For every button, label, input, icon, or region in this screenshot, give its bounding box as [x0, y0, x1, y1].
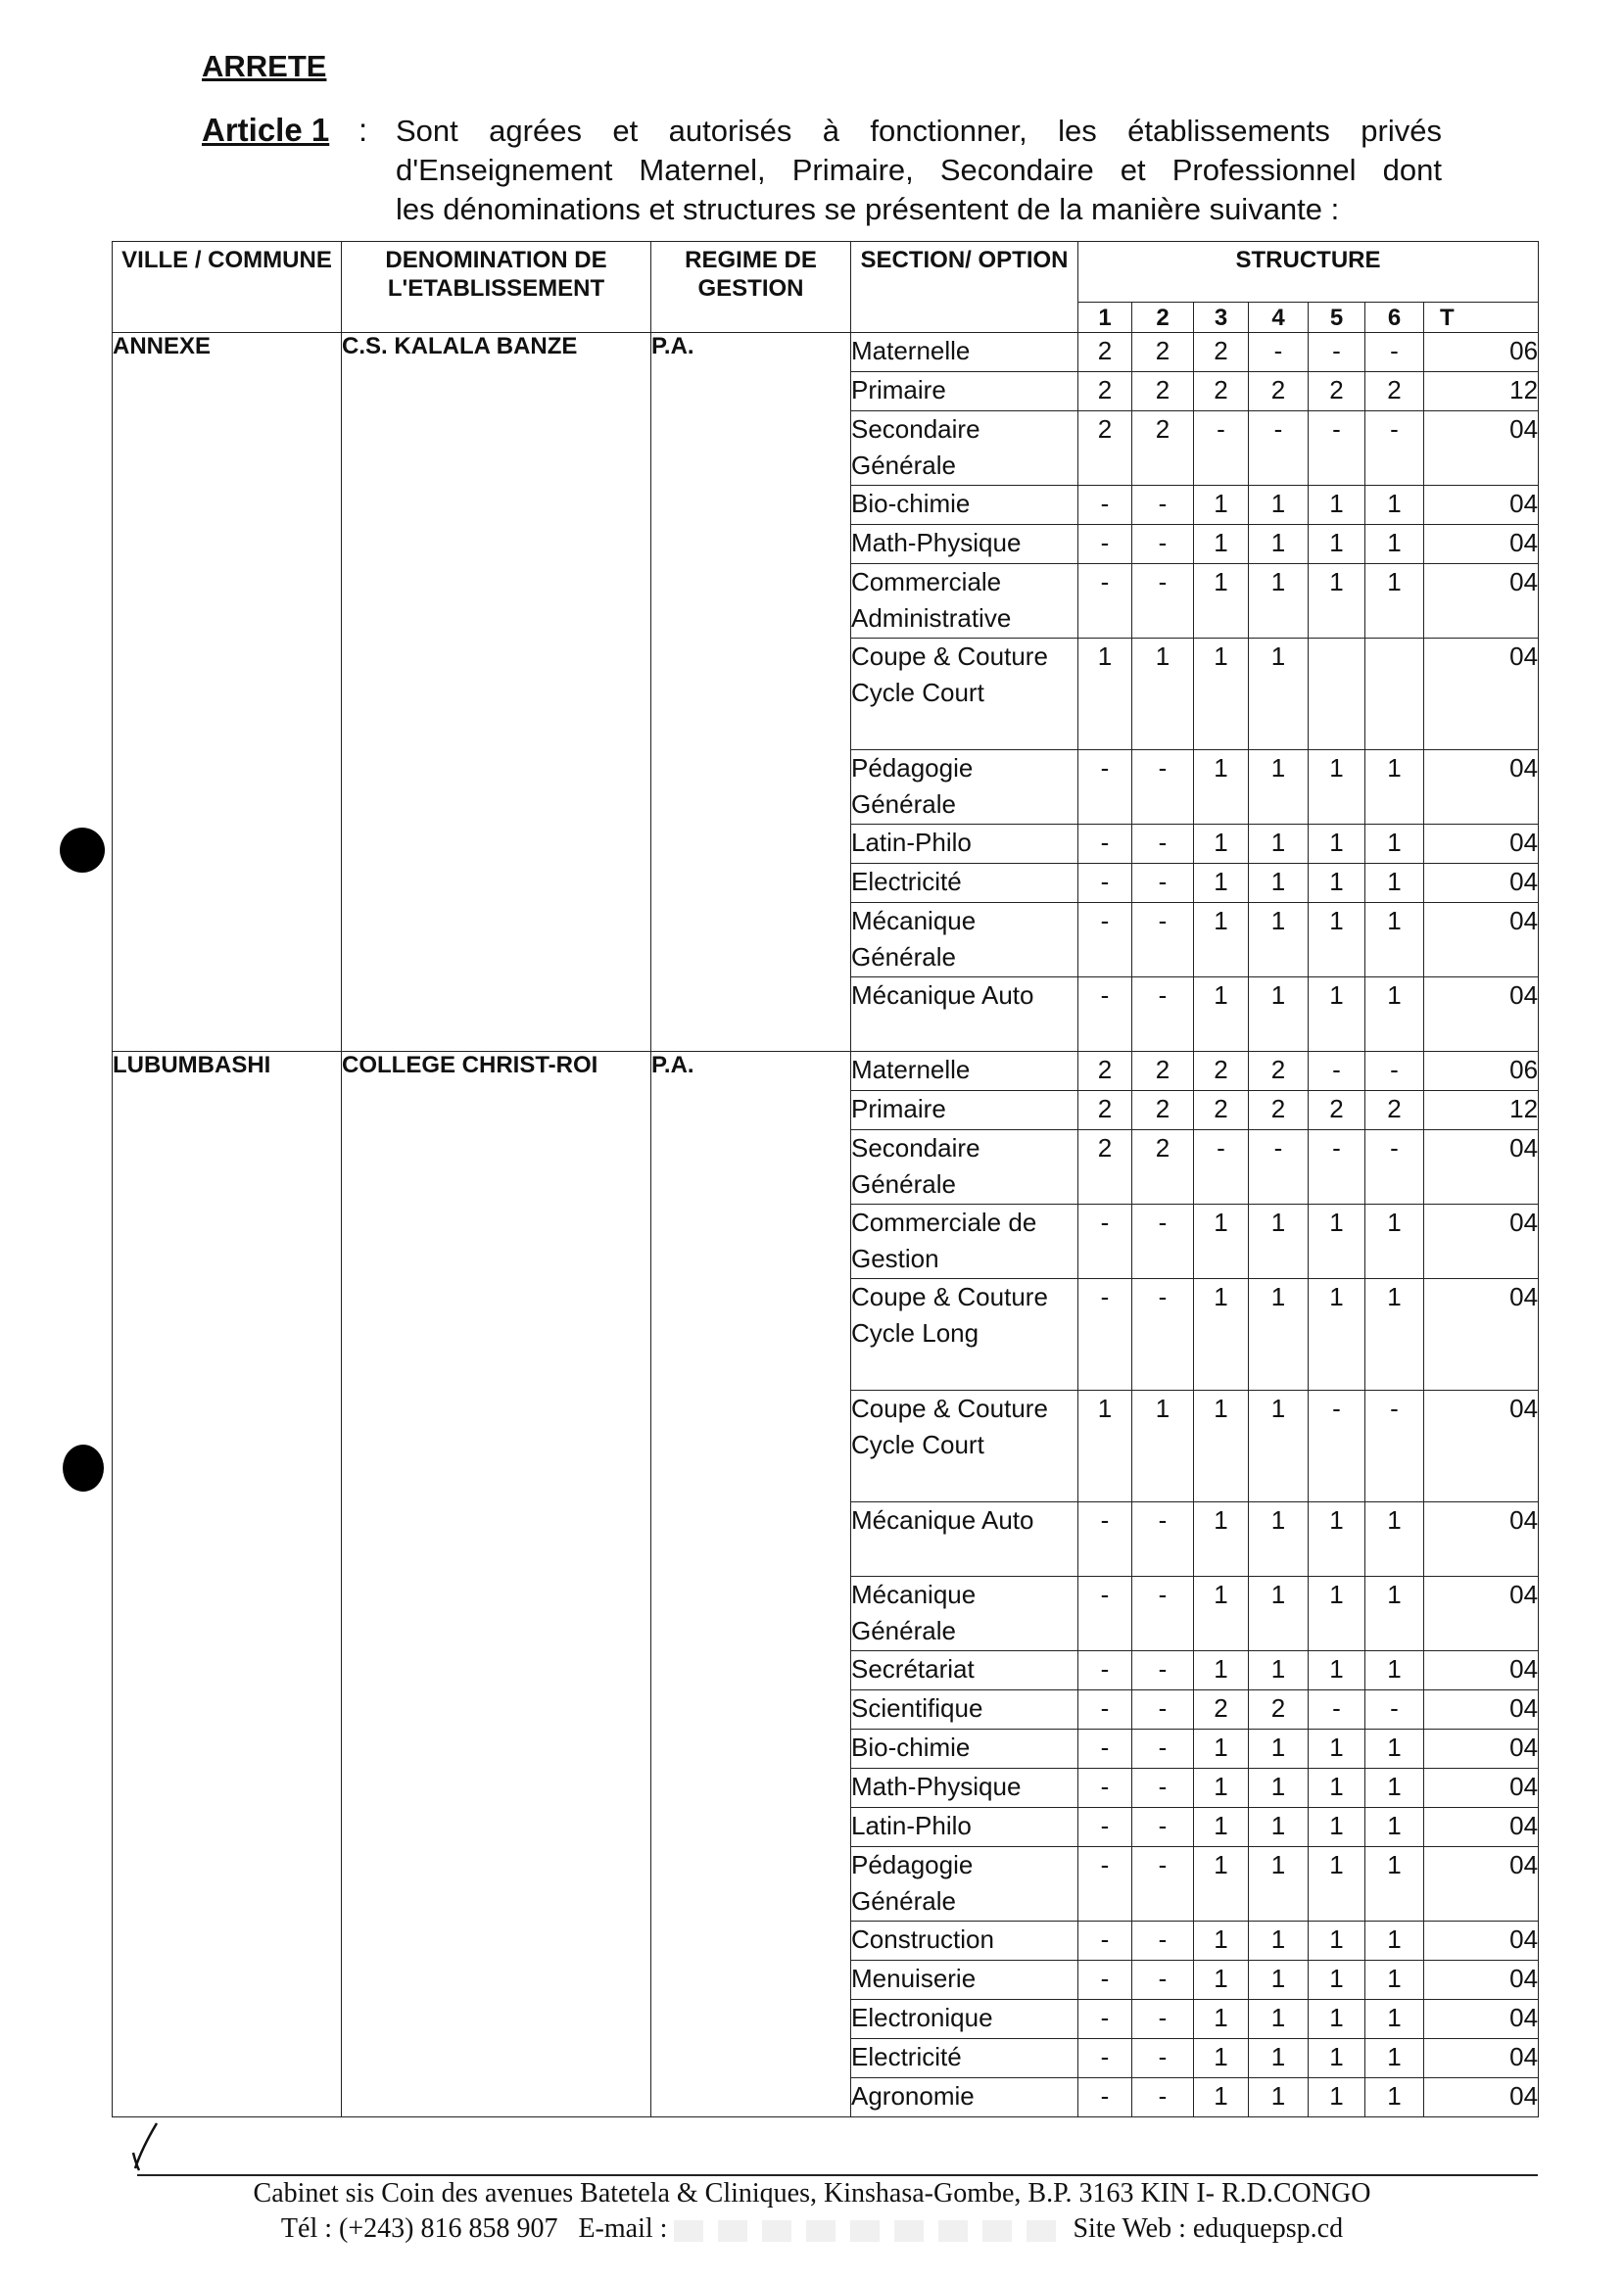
total-cell: 04: [1424, 1279, 1539, 1391]
section-cell: Bio-chimie: [851, 486, 1078, 525]
structure-cell: 1: [1194, 525, 1249, 564]
structure-cell: 1: [1365, 977, 1424, 1052]
header-section: SECTION/ OPTION: [851, 242, 1078, 333]
structure-cell: 2: [1194, 1690, 1249, 1730]
structure-cell: -: [1132, 1769, 1194, 1808]
binder-hole: [63, 1445, 104, 1492]
structure-cell: 1: [1309, 564, 1365, 639]
document-heading: ARRETE: [202, 49, 327, 83]
structure-cell: -: [1365, 1690, 1424, 1730]
structure-cell: -: [1309, 411, 1365, 486]
footer-email-label: E-mail :: [578, 2213, 668, 2244]
structure-cell: -: [1309, 1052, 1365, 1091]
header-col-total: T: [1424, 303, 1539, 333]
section-cell: Math-Physique: [851, 1769, 1078, 1808]
structure-cell: 1: [1365, 1279, 1424, 1391]
section-cell: Secrétariat: [851, 1651, 1078, 1690]
section-cell: Mécanique Générale: [851, 1577, 1078, 1651]
total-cell: 04: [1424, 1690, 1539, 1730]
structure-cell: -: [1132, 2000, 1194, 2039]
structure-cell: 1: [1194, 1279, 1249, 1391]
structure-cell: 1: [1194, 1847, 1249, 1922]
structure-cell: 1: [1365, 750, 1424, 825]
header-col-3: 3: [1194, 303, 1249, 333]
total-cell: 04: [1424, 864, 1539, 903]
structure-cell: 1: [1365, 564, 1424, 639]
structure-cell: 2: [1365, 1091, 1424, 1130]
structure-cell: 1: [1194, 750, 1249, 825]
ville-cell: ANNEXE: [113, 333, 342, 1052]
structure-cell: 1: [1194, 2078, 1249, 2117]
structure-cell: 2: [1249, 1052, 1309, 1091]
structure-cell: -: [1078, 2000, 1132, 2039]
section-cell: Electricité: [851, 2039, 1078, 2078]
total-cell: 12: [1424, 372, 1539, 411]
structure-cell: 1: [1194, 864, 1249, 903]
structure-cell: 1: [1365, 486, 1424, 525]
article-text: [396, 112, 1442, 229]
structure-cell: 1: [1194, 2000, 1249, 2039]
structure-cell: 1: [1194, 1577, 1249, 1651]
footer-rule: [137, 2174, 1538, 2176]
structure-cell: -: [1132, 977, 1194, 1052]
structure-cell: 1: [1309, 864, 1365, 903]
structure-cell: 1: [1309, 1808, 1365, 1847]
structure-cell: -: [1309, 1391, 1365, 1502]
structure-cell: 1: [1194, 1502, 1249, 1577]
structure-cell: 1: [1365, 1808, 1424, 1847]
structure-cell: 2: [1132, 372, 1194, 411]
structure-cell: 1: [1249, 564, 1309, 639]
structure-cell: 1: [1249, 1808, 1309, 1847]
structure-cell: 1: [1249, 1577, 1309, 1651]
structure-cell: 1: [1249, 2078, 1309, 2117]
structure-cell: -: [1249, 1130, 1309, 1205]
footer-address: Cabinet sis Coin des avenues Batetela & Cliniques, Kinshasa-Gombe, B.P. 3163 KIN I- R.D.CONGO: [253, 2178, 1371, 2209]
structure-cell: 1: [1194, 2039, 1249, 2078]
section-cell: Primaire: [851, 1091, 1078, 1130]
structure-cell: -: [1078, 825, 1132, 864]
structure-cell: -: [1078, 1808, 1132, 1847]
section-cell: Agronomie: [851, 2078, 1078, 2117]
section-cell: Mécanique Auto: [851, 1502, 1078, 1577]
structure-cell: -: [1132, 1651, 1194, 1690]
structure-cell: 1: [1309, 1769, 1365, 1808]
section-cell: Secondaire Générale: [851, 411, 1078, 486]
structure-cell: -: [1132, 1502, 1194, 1577]
structure-cell: 1: [1132, 1391, 1194, 1502]
structure-cell: -: [1078, 1769, 1132, 1808]
total-cell: 04: [1424, 1391, 1539, 1502]
structure-cell: 2: [1194, 1091, 1249, 1130]
structure-cell: 1: [1249, 1922, 1309, 1961]
total-cell: 04: [1424, 2039, 1539, 2078]
structure-cell: 1: [1309, 1847, 1365, 1922]
total-cell: 06: [1424, 1052, 1539, 1091]
section-cell: Commerciale de Gestion: [851, 1205, 1078, 1279]
article-colon: :: [358, 112, 368, 148]
structure-cell: -: [1078, 1577, 1132, 1651]
structure-cell: -: [1309, 1690, 1365, 1730]
structure-cell: -: [1132, 525, 1194, 564]
section-cell: Mécanique Générale: [851, 903, 1078, 977]
structure-cell: 1: [1249, 1391, 1309, 1502]
structure-cell: 1: [1249, 486, 1309, 525]
structure-cell: 2: [1194, 1052, 1249, 1091]
structure-cell: -: [1132, 1847, 1194, 1922]
total-cell: 04: [1424, 564, 1539, 639]
structure-cell: 1: [1309, 1205, 1365, 1279]
structure-cell: 1: [1365, 1961, 1424, 2000]
structure-cell: 1: [1194, 903, 1249, 977]
structure-cell: 1: [1194, 564, 1249, 639]
total-cell: 04: [1424, 825, 1539, 864]
total-cell: 04: [1424, 1651, 1539, 1690]
structure-cell: 1: [1249, 903, 1309, 977]
section-cell: Coupe & Couture Cycle Court: [851, 639, 1078, 750]
structure-cell: 1: [1194, 1961, 1249, 2000]
structure-cell: -: [1078, 864, 1132, 903]
structure-cell: 1: [1249, 750, 1309, 825]
signature-mark: [127, 2117, 167, 2172]
structure-cell: 1: [1365, 1502, 1424, 1577]
structure-cell: -: [1078, 1730, 1132, 1769]
section-cell: Math-Physique: [851, 525, 1078, 564]
structure-cell: 1: [1309, 1961, 1365, 2000]
structure-cell: 1: [1249, 1205, 1309, 1279]
structure-cell: 1: [1194, 977, 1249, 1052]
structure-cell: -: [1132, 2039, 1194, 2078]
structure-cell: 1: [1249, 977, 1309, 1052]
structure-cell: -: [1132, 1922, 1194, 1961]
section-cell: Latin-Philo: [851, 825, 1078, 864]
structure-cell: 2: [1078, 372, 1132, 411]
structure-cell: -: [1309, 333, 1365, 372]
section-cell: Maternelle: [851, 333, 1078, 372]
structure-cell: 1: [1194, 1769, 1249, 1808]
total-cell: 04: [1424, 2078, 1539, 2117]
structure-cell: 1: [1309, 525, 1365, 564]
total-cell: 04: [1424, 1847, 1539, 1922]
structure-cell: -: [1078, 2078, 1132, 2117]
structure-cell: 1: [1249, 2000, 1309, 2039]
regime-cell: P.A.: [651, 1052, 851, 2117]
total-cell: 04: [1424, 2000, 1539, 2039]
structure-cell: 1: [1309, 2078, 1365, 2117]
section-cell: Commerciale Administrative: [851, 564, 1078, 639]
structure-cell: 2: [1132, 411, 1194, 486]
structure-cell: 1: [1365, 825, 1424, 864]
total-cell: 04: [1424, 411, 1539, 486]
structure-cell: -: [1132, 903, 1194, 977]
structure-cell: -: [1365, 1391, 1424, 1502]
section-cell: Secondaire Générale: [851, 1130, 1078, 1205]
structure-cell: -: [1132, 1730, 1194, 1769]
structure-cell: [1309, 639, 1365, 750]
section-cell: Coupe & Couture Cycle Court: [851, 1391, 1078, 1502]
structure-cell: -: [1132, 564, 1194, 639]
structure-cell: 1: [1309, 2000, 1365, 2039]
structure-cell: -: [1194, 411, 1249, 486]
section-cell: Electricité: [851, 864, 1078, 903]
structure-cell: 1: [1309, 1922, 1365, 1961]
structure-cell: -: [1078, 525, 1132, 564]
structure-cell: 1: [1365, 2000, 1424, 2039]
structure-cell: 2: [1194, 333, 1249, 372]
structure-cell: 1: [1365, 903, 1424, 977]
structure-cell: -: [1078, 1847, 1132, 1922]
structure-cell: 1: [1309, 1279, 1365, 1391]
structure-cell: -: [1249, 411, 1309, 486]
total-cell: 04: [1424, 486, 1539, 525]
section-cell: Scientifique: [851, 1690, 1078, 1730]
structure-cell: 1: [1194, 1808, 1249, 1847]
structure-cell: -: [1132, 1961, 1194, 2000]
structure-cell: 1: [1365, 1205, 1424, 1279]
structure-cell: 1: [1309, 1730, 1365, 1769]
header-col-4: 4: [1249, 303, 1309, 333]
structure-cell: 1: [1132, 639, 1194, 750]
structure-cell: 1: [1365, 1847, 1424, 1922]
structure-cell: 1: [1194, 1651, 1249, 1690]
structure-cell: 1: [1249, 1847, 1309, 1922]
header-regime: REGIME DE GESTION: [651, 242, 851, 333]
structure-cell: 1: [1249, 1961, 1309, 2000]
structure-cell: 1: [1309, 903, 1365, 977]
structure-cell: 1: [1194, 486, 1249, 525]
structure-cell: 1: [1309, 977, 1365, 1052]
structure-cell: 2: [1365, 372, 1424, 411]
structure-cell: -: [1078, 1279, 1132, 1391]
structure-cell: 2: [1132, 333, 1194, 372]
structure-cell: -: [1365, 333, 1424, 372]
structure-cell: -: [1078, 1651, 1132, 1690]
header-ville: VILLE / COMMUNE: [113, 242, 342, 333]
header-col-2: 2: [1132, 303, 1194, 333]
footer-website: Site Web : eduquepsp.cd: [1073, 2213, 1344, 2244]
footer-contact: [0, 2213, 1624, 2245]
total-cell: 04: [1424, 1577, 1539, 1651]
structure-cell: -: [1194, 1130, 1249, 1205]
structure-cell: -: [1365, 411, 1424, 486]
section-cell: Bio-chimie: [851, 1730, 1078, 1769]
structure-cell: 2: [1078, 333, 1132, 372]
structure-cell: 2: [1249, 1690, 1309, 1730]
binder-hole: [60, 828, 105, 873]
footer-phone: Tél : (+243) 816 858 907: [280, 2213, 558, 2244]
structure-cell: 2: [1078, 1130, 1132, 1205]
structure-cell: -: [1132, 486, 1194, 525]
structure-cell: -: [1078, 1502, 1132, 1577]
structure-cell: 1: [1309, 825, 1365, 864]
structure-cell: -: [1132, 1808, 1194, 1847]
structure-cell: 2: [1309, 1091, 1365, 1130]
total-cell: 04: [1424, 750, 1539, 825]
structure-cell: -: [1132, 864, 1194, 903]
denomination-cell: C.S. KALALA BANZE: [342, 333, 651, 1052]
establishments-table: [112, 241, 1539, 2117]
table-row: [113, 1052, 1539, 1091]
total-cell: 04: [1424, 1130, 1539, 1205]
redacted-email: [674, 2220, 1066, 2242]
structure-cell: 2: [1132, 1130, 1194, 1205]
structure-cell: 2: [1249, 372, 1309, 411]
structure-cell: -: [1078, 1690, 1132, 1730]
structure-cell: -: [1365, 1052, 1424, 1091]
structure-cell: 1: [1194, 825, 1249, 864]
total-cell: 04: [1424, 1961, 1539, 2000]
structure-cell: 1: [1309, 1577, 1365, 1651]
denomination-cell: COLLEGE CHRIST-ROI: [342, 1052, 651, 2117]
total-cell: 04: [1424, 1730, 1539, 1769]
structure-cell: -: [1078, 1961, 1132, 2000]
structure-cell: 1: [1249, 864, 1309, 903]
total-cell: 04: [1424, 903, 1539, 977]
structure-cell: -: [1249, 333, 1309, 372]
structure-cell: -: [1132, 1577, 1194, 1651]
structure-cell: -: [1078, 2039, 1132, 2078]
structure-cell: -: [1078, 486, 1132, 525]
structure-cell: 1: [1194, 639, 1249, 750]
structure-cell: 2: [1249, 1091, 1309, 1130]
structure-cell: 1: [1194, 1730, 1249, 1769]
structure-cell: 1: [1249, 1730, 1309, 1769]
structure-cell: -: [1132, 1279, 1194, 1391]
structure-cell: 2: [1078, 1052, 1132, 1091]
structure-cell: -: [1132, 1205, 1194, 1279]
header-structure: STRUCTURE: [1078, 242, 1539, 303]
total-cell: 04: [1424, 1922, 1539, 1961]
structure-cell: 2: [1078, 1091, 1132, 1130]
ville-cell: LUBUMBASHI: [113, 1052, 342, 2117]
structure-cell: 1: [1249, 639, 1309, 750]
total-cell: 04: [1424, 525, 1539, 564]
total-cell: 04: [1424, 1205, 1539, 1279]
structure-cell: 1: [1309, 1502, 1365, 1577]
total-cell: 04: [1424, 639, 1539, 750]
structure-cell: [1365, 639, 1424, 750]
article-label: Article 1: [202, 112, 330, 148]
total-cell: 04: [1424, 977, 1539, 1052]
structure-cell: 1: [1309, 2039, 1365, 2078]
structure-cell: -: [1365, 1130, 1424, 1205]
total-cell: 04: [1424, 1808, 1539, 1847]
total-cell: 04: [1424, 1769, 1539, 1808]
structure-cell: 2: [1132, 1052, 1194, 1091]
article-line: Sont agrées et autorisés à fonctionner, les établissements privés: [396, 114, 1442, 148]
structure-cell: -: [1132, 1690, 1194, 1730]
structure-cell: 1: [1365, 1651, 1424, 1690]
structure-cell: -: [1078, 1205, 1132, 1279]
structure-cell: 1: [1194, 1922, 1249, 1961]
structure-cell: 1: [1309, 750, 1365, 825]
structure-cell: -: [1078, 903, 1132, 977]
structure-cell: 2: [1194, 372, 1249, 411]
structure-cell: 2: [1309, 372, 1365, 411]
total-cell: 04: [1424, 1502, 1539, 1577]
structure-cell: 1: [1078, 1391, 1132, 1502]
section-cell: Maternelle: [851, 1052, 1078, 1091]
structure-cell: 1: [1365, 1730, 1424, 1769]
structure-cell: -: [1078, 564, 1132, 639]
structure-cell: -: [1309, 1130, 1365, 1205]
section-cell: Construction: [851, 1922, 1078, 1961]
total-cell: 12: [1424, 1091, 1539, 1130]
structure-cell: 1: [1365, 864, 1424, 903]
structure-cell: -: [1078, 750, 1132, 825]
structure-cell: 1: [1249, 1769, 1309, 1808]
section-cell: Coupe & Couture Cycle Long: [851, 1279, 1078, 1391]
structure-cell: -: [1132, 750, 1194, 825]
structure-cell: 1: [1249, 1502, 1309, 1577]
structure-cell: 1: [1365, 525, 1424, 564]
structure-cell: -: [1078, 977, 1132, 1052]
structure-cell: 1: [1309, 486, 1365, 525]
structure-cell: 1: [1194, 1391, 1249, 1502]
structure-cell: 1: [1249, 1279, 1309, 1391]
structure-cell: -: [1132, 825, 1194, 864]
structure-cell: 1: [1365, 1769, 1424, 1808]
structure-cell: 1: [1365, 2078, 1424, 2117]
structure-cell: 1: [1249, 1651, 1309, 1690]
structure-cell: 2: [1132, 1091, 1194, 1130]
header-denomination: DENOMINATION DE L'ETABLISSEMENT: [342, 242, 651, 333]
structure-cell: 1: [1249, 525, 1309, 564]
table-row: [113, 333, 1539, 372]
section-cell: Electronique: [851, 2000, 1078, 2039]
structure-cell: 1: [1078, 639, 1132, 750]
structure-cell: -: [1132, 2078, 1194, 2117]
article-line: les dénominations et structures se présentent de la manière suivante :: [396, 192, 1340, 226]
structure-cell: 2: [1078, 411, 1132, 486]
section-cell: Pédagogie Générale: [851, 1847, 1078, 1922]
section-cell: Latin-Philo: [851, 1808, 1078, 1847]
structure-cell: 1: [1249, 2039, 1309, 2078]
section-cell: Primaire: [851, 372, 1078, 411]
header-col-1: 1: [1078, 303, 1132, 333]
article-line: d'Enseignement Maternel, Primaire, Secondaire et Professionnel dont: [396, 153, 1442, 187]
section-cell: Mécanique Auto: [851, 977, 1078, 1052]
section-cell: Menuiserie: [851, 1961, 1078, 2000]
section-cell: Pédagogie Générale: [851, 750, 1078, 825]
structure-cell: -: [1078, 1922, 1132, 1961]
structure-cell: 1: [1365, 1577, 1424, 1651]
regime-cell: P.A.: [651, 333, 851, 1052]
header-col-6: 6: [1365, 303, 1424, 333]
structure-cell: 1: [1365, 2039, 1424, 2078]
total-cell: 06: [1424, 333, 1539, 372]
structure-cell: 1: [1249, 825, 1309, 864]
structure-cell: 1: [1365, 1922, 1424, 1961]
structure-cell: 1: [1309, 1651, 1365, 1690]
header-col-5: 5: [1309, 303, 1365, 333]
structure-cell: 1: [1194, 1205, 1249, 1279]
